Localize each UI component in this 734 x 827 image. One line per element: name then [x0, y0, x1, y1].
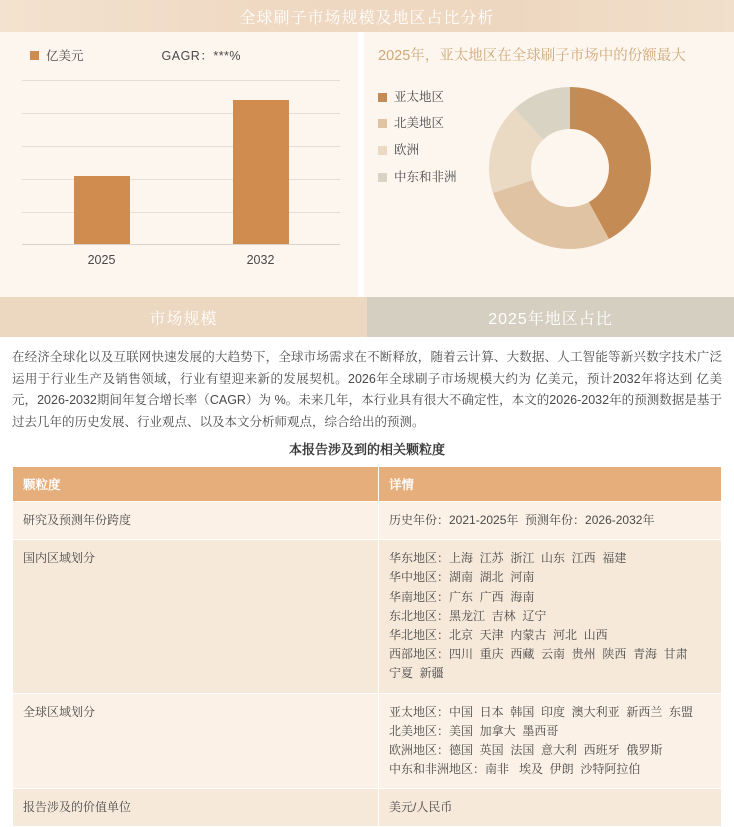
cell-detail	[379, 693, 722, 789]
table-row	[13, 789, 722, 827]
detail-line: 北美地区：美国 加拿大 墨西哥	[389, 723, 559, 738]
cell-detail	[379, 502, 722, 540]
detail-line: 欧洲地区：德国 英国 法国 意大利 西班牙 俄罗斯	[389, 742, 663, 757]
donut-chart-graphic	[480, 78, 660, 258]
legend-label: 欧洲	[394, 143, 420, 157]
bar-series	[22, 80, 340, 245]
donut-chart-title: 2025年，亚太地区在全球刷子市场中的份额最大	[378, 48, 686, 64]
legend-label: 北美地区	[394, 116, 445, 131]
bar-chart-panel	[0, 32, 358, 297]
cell-label: 全球区域划分	[13, 693, 379, 789]
table-caption: 本报告涉及到的相关颗粒度	[288, 442, 445, 457]
granularity-table	[12, 466, 722, 827]
legend-item-mea	[378, 170, 474, 186]
column-header-granularity: 颗粒度	[13, 467, 379, 502]
x-tick-label: 2025	[87, 253, 116, 267]
tab-market-size[interactable]	[0, 297, 367, 337]
tab-label: 市场规模	[149, 310, 218, 328]
legend-swatch-icon	[378, 93, 387, 102]
legend-label: 中东和非洲	[394, 169, 457, 184]
donut-chart-body	[364, 68, 734, 258]
detail-line: 华东地区：上海 江苏 浙江 山东 江西 福建	[389, 551, 627, 566]
legend-label: 亚太地区	[394, 89, 445, 104]
cell-label: 报告涉及的价值单位	[13, 789, 379, 827]
tab-region-share[interactable]	[367, 297, 734, 337]
legend-swatch-icon	[378, 119, 387, 128]
cell-label: 国内区域划分	[13, 540, 379, 693]
x-axis-labels	[22, 253, 340, 267]
legend-item-europe	[378, 143, 474, 159]
detail-line: 西部地区：四川 重庆 西藏 云南 贵州 陕西 青海 甘肃	[389, 647, 688, 662]
legend-label: 亿美元	[46, 49, 84, 63]
summary-paragraph: 在经济全球化以及互联网快速发展的大趋势下，全球市场需求在不断释放，随着云计算、大数据、人工智能等新兴数字技术广泛运用于行业生产及销售领域，行业有望迎来新的发展契机。2026年全球刷子市场规模大约为 亿美元，预计2032年将达到 亿美元，2026-2032期间年复合增长率（CAGR）为 %。未来几年，本行业具有很大不确定性，本文的2026-2032年的预测数据是基于过去几年的历史发展、行业观点、以及本文分析师观点，综合给出的预测。	[12, 350, 722, 429]
cell-label: 研究及预测年份跨度	[13, 502, 379, 540]
detail-line: 华中地区：湖南 湖北 河南	[389, 570, 535, 585]
detail-line: 华南地区：广东 广西 海南	[389, 589, 535, 604]
cell-detail	[379, 540, 722, 693]
detail-line: 东北地区：黑龙江 吉林 辽宁	[389, 608, 547, 623]
bar-chart-legend	[0, 32, 358, 64]
detail-line: 美元/人民币	[389, 800, 453, 815]
bar-2025	[74, 176, 130, 245]
charts-row	[0, 32, 734, 297]
table-row	[13, 693, 722, 789]
bar-slot	[181, 80, 340, 245]
tab-label: 2025年地区占比	[488, 310, 613, 328]
detail-line: 华北地区：北京 天津 内蒙古 河北 山西	[389, 627, 608, 642]
table-row	[13, 540, 722, 693]
page-title: 全球刷子市场规模及地区占比分析	[239, 9, 495, 27]
column-header-detail: 详情	[379, 467, 722, 502]
legend-swatch-icon	[378, 173, 387, 182]
legend-swatch-icon	[30, 51, 39, 60]
legend-item-unit	[30, 46, 84, 64]
detail-line: 中东和非洲地区：南非 埃及 伊朗 沙特阿拉伯	[389, 762, 641, 777]
table-header-row	[13, 467, 722, 502]
bar-chart-plot	[22, 80, 340, 245]
table-row	[13, 502, 722, 540]
detail-line: 历史年份：2021-2025年 预测年份：2026-2032年	[389, 513, 655, 527]
section-tabs	[0, 297, 734, 337]
donut-chart-panel	[358, 32, 734, 297]
legend-item-namerica	[378, 116, 474, 132]
legend-item-apac	[378, 90, 474, 106]
page-header	[0, 0, 734, 32]
detail-line: 亚太地区：中国 日本 韩国 印度 澳大利亚 新西兰 东盟	[389, 704, 694, 719]
x-axis-line	[22, 244, 340, 245]
bar-slot	[22, 80, 181, 245]
gagr-label: GAGR：***%	[161, 49, 242, 63]
donut-legend	[378, 78, 474, 197]
x-tick-label: 2032	[246, 253, 275, 267]
detail-line: 宁夏 新疆	[389, 666, 444, 681]
bar-2032	[233, 100, 289, 245]
legend-swatch-icon	[378, 146, 387, 155]
cell-detail	[379, 789, 722, 827]
